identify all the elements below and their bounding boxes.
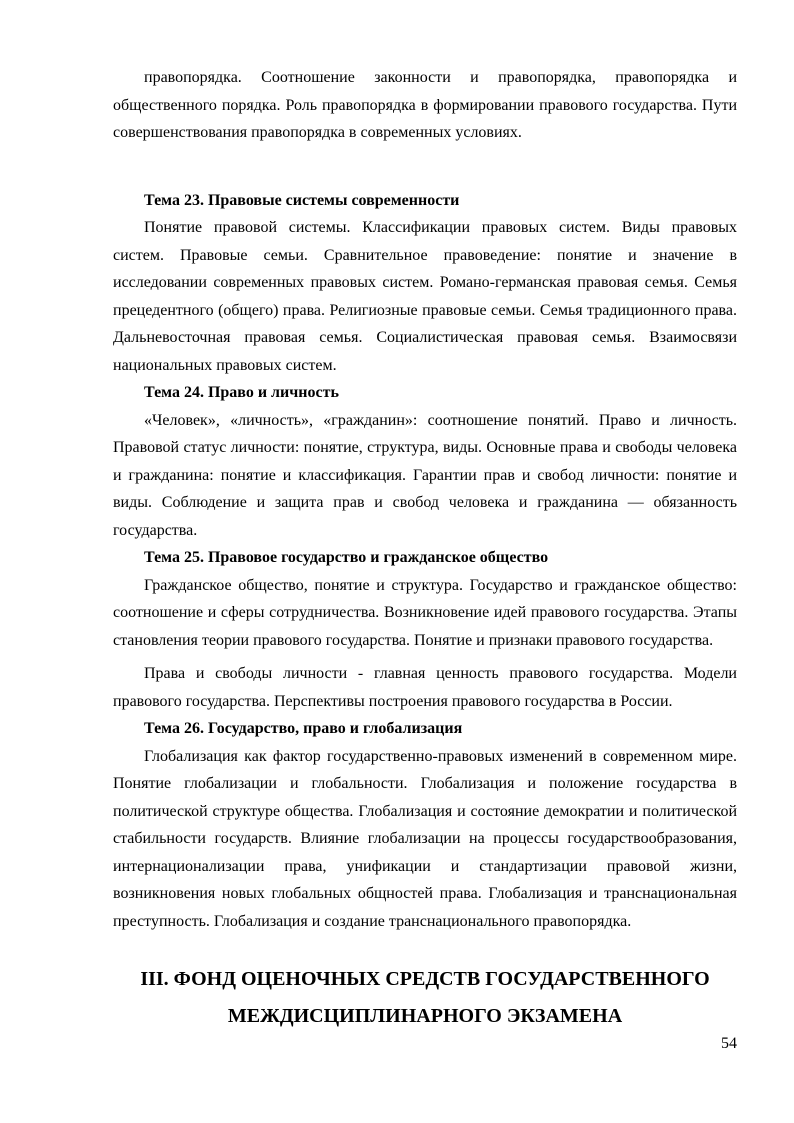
topic-23-heading: Тема 23. Правовые системы современности [144, 191, 460, 209]
intro-paragraph: правопорядка. Соотношение законности и правопорядка, правопорядка и общественного порядка. Роль правопорядка в формировании правового государства. Пути совершенствования правопорядка в современных условиях. [113, 69, 737, 141]
topic-23-paragraph: Понятие правовой системы. Классификации правовых систем. Виды правовых систем. Правовые семьи. Сравнительное правоведение: понятие и значение в исследовании современных правовых систем. Романо-германская правовая семья. Семья прецедентного (общего) права. Религиозные правовые семьи. Семья традиционного права. Дальневосточная правовая семья. Социалистическая правовая семья. Взаимосвязи национальных правовых систем. [113, 219, 737, 374]
topic-24-paragraph: «Человек», «личность», «гражданин»: соотношение понятий. Право и личность. Правовой статус личности: понятие, структура, виды. Основные права и свободы человека и гражданина: понятие и классификация. Гарантии прав и свобод личности: понятие и виды. Соблюдение и защита прав и свобод человека и гражданина — обязанность государства. [113, 411, 737, 539]
document-body [113, 64, 737, 1035]
topic-26-paragraph: Глобализация как фактор государственно-правовых изменений в современном мире. Понятие глобализации и глобальности. Глобализация и положение государства в политической структуре общества. Глобализация и состояние демократии и политической стабильности государств. Влияние глобализации на процессы государствообразования, интернационализации права, унификации и стандартизации правовой жизни, возникновения новых глобальных общностей права. Глобализация и транснациональная преступность. Глобализация и создание транснационального правопорядка. [113, 747, 737, 930]
topic-25-paragraph-1: Гражданское общество, понятие и структура. Государство и гражданское общество: соотношение и сферы сотрудничества. Возникновение идей правового государства. Этапы становления теории правового государства. Понятие и признаки правового государства. [113, 576, 737, 649]
chapter-iii-heading: III. ФОНД ОЦЕНОЧНЫХ СРЕДСТВ ГОСУДАРСТВЕННОГО МЕЖДИСЦИПЛИНАРНОГО ЭКЗАМЕНА [140, 968, 710, 1027]
topic-26-heading: Тема 26. Государство, право и глобализация [144, 720, 463, 737]
topic-24-heading: Тема 24. Право и личность [144, 384, 339, 401]
topic-25-paragraph-2: Права и свободы личности - главная ценность правового государства. Модели правового государства. Перспективы построения правового государства в России. [113, 665, 737, 710]
page-number: 54 [721, 1035, 737, 1052]
topic-25-heading: Тема 25. Правовое государство и гражданское общество [144, 549, 549, 566]
